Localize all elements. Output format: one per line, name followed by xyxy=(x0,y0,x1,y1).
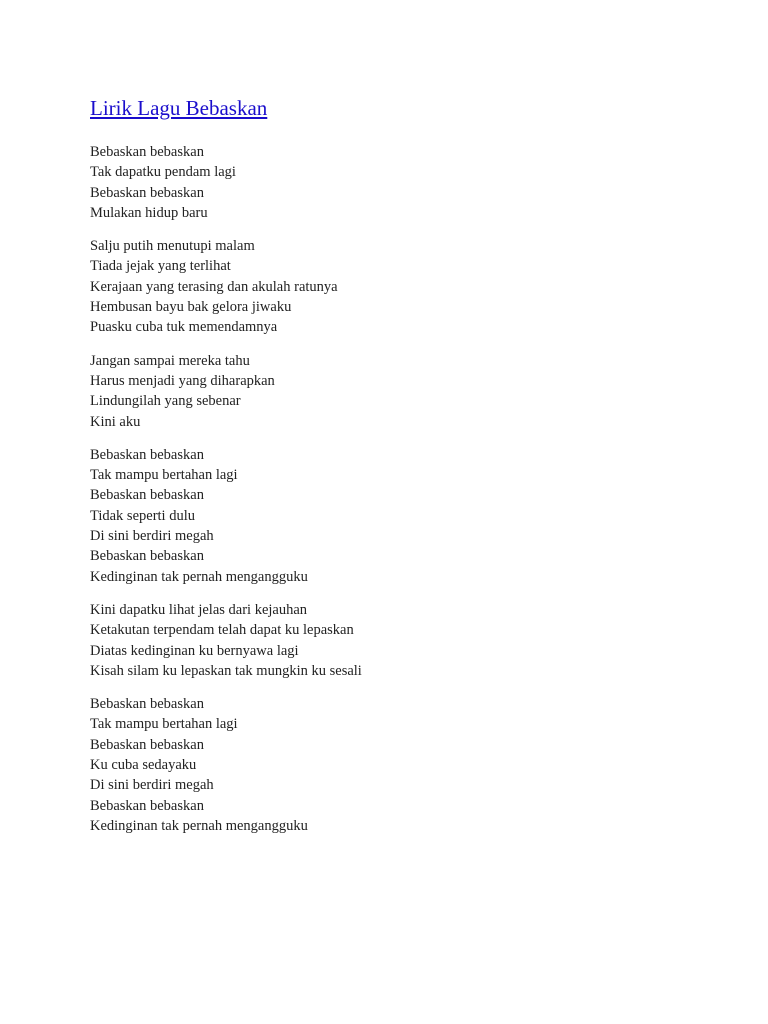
lyrics-stanza xyxy=(90,142,690,223)
lyric-line: Kedinginan tak pernah mengangguku xyxy=(90,817,308,834)
lyric-line: Hembusan bayu bak gelora jiwaku xyxy=(90,299,292,316)
lyric-line: Di sini berdiri megah xyxy=(90,528,214,545)
lyric-line: Tak mampu bertahan lagi xyxy=(90,467,238,484)
lyric-line: Puasku cuba tuk memendamnya xyxy=(90,319,278,336)
lyric-line: Harus menjadi yang diharapkan xyxy=(90,372,275,389)
lyric-line: Tak mampu bertahan lagi xyxy=(90,716,238,733)
lyric-line: Bebaskan bebaskan xyxy=(90,487,204,504)
lyric-line: Kini dapatku lihat jelas dari kejauhan xyxy=(90,601,308,618)
lyric-line: Tiada jejak yang terlihat xyxy=(90,258,231,275)
lyric-line: Bebaskan bebaskan xyxy=(90,736,204,753)
lyric-line: Jangan sampai mereka tahu xyxy=(90,352,250,369)
lyric-line: Bebaskan bebaskan xyxy=(90,446,204,463)
lyric-line: Bebaskan bebaskan xyxy=(90,184,204,201)
lyric-line: Kini aku xyxy=(90,413,141,430)
lyric-line: Lindungilah yang sebenar xyxy=(90,393,241,410)
lyric-line: Diatas kedinginan ku bernyawa lagi xyxy=(90,642,299,659)
page-title-link[interactable]: Lirik Lagu Bebaskan xyxy=(90,96,268,120)
lyric-line: Tidak seperti dulu xyxy=(90,507,195,524)
lyrics-stanza xyxy=(90,600,690,681)
lyric-line: Ku cuba sedayaku xyxy=(90,757,197,774)
lyric-line: Bebaskan bebaskan xyxy=(90,144,204,160)
lyric-line: Ketakutan terpendam telah dapat ku lepaskan xyxy=(90,622,354,639)
lyric-line: Kisah silam ku lepaskan tak mungkin ku sesali xyxy=(90,662,362,679)
lyrics-stanza xyxy=(90,351,690,432)
lyrics-stanza xyxy=(90,445,690,587)
lyrics-stanza xyxy=(90,694,690,836)
lyrics-body xyxy=(90,142,690,849)
lyric-line: Kerajaan yang terasing dan akulah ratunya xyxy=(90,278,338,295)
lyric-line: Bebaskan bebaskan xyxy=(90,797,204,814)
lyric-line: Di sini berdiri megah xyxy=(90,777,214,794)
lyric-line: Salju putih menutupi malam xyxy=(90,238,255,255)
lyric-line: Bebaskan bebaskan xyxy=(90,548,204,565)
lyrics-stanza xyxy=(90,236,690,337)
lyric-line: Tak dapatku pendam lagi xyxy=(90,164,236,181)
lyric-line: Bebaskan bebaskan xyxy=(90,696,204,713)
lyric-line: Mulakan hidup baru xyxy=(90,204,208,221)
lyric-line: Kedinginan tak pernah mengangguku xyxy=(90,568,308,585)
